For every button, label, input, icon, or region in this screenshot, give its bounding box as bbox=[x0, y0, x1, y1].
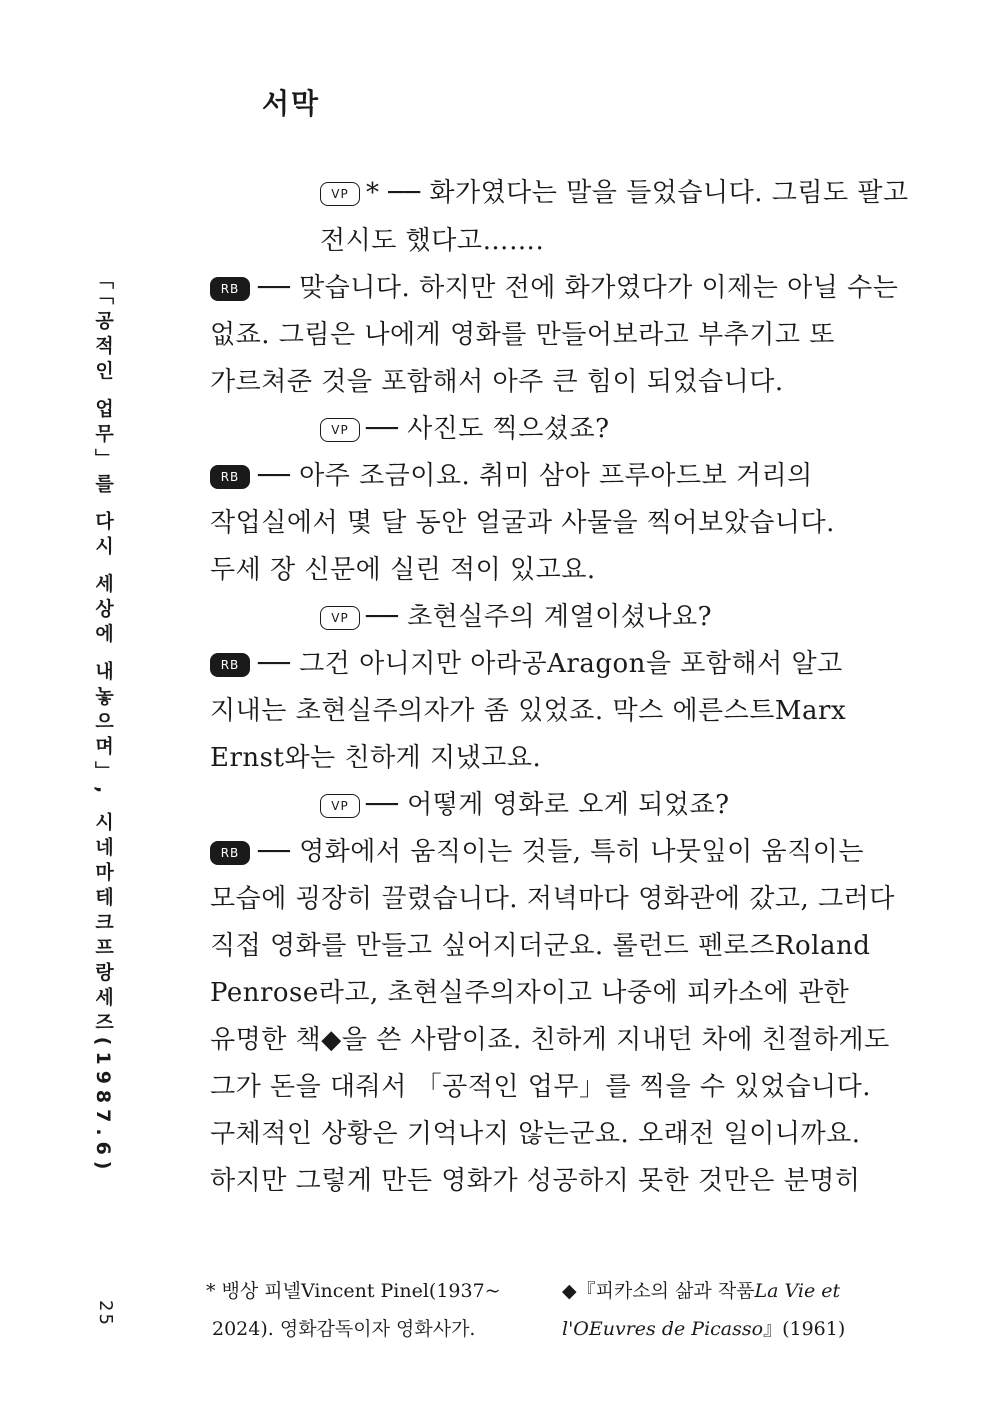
speaker-badge-rb: RB bbox=[210, 465, 250, 489]
footnote-text: ◆『피카소의 삶과 작품 bbox=[562, 1280, 755, 1302]
dialogue-line bbox=[210, 976, 849, 1010]
footnote-line: * 뱅상 피넬Vincent Pinel(1937~ bbox=[206, 1280, 501, 1302]
book-title-italic: La Vie et bbox=[754, 1280, 841, 1302]
dialogue-line bbox=[210, 835, 864, 869]
footnote-line bbox=[562, 1272, 845, 1310]
line-text: ── 영화에서 움직이는 것들, 특히 나뭇잎이 움직이는 bbox=[258, 837, 864, 867]
speaker-badge-vp: VP bbox=[320, 794, 360, 818]
line-text: ── 그건 아니지만 아라공Aragon을 포함해서 알고 bbox=[258, 649, 843, 679]
line-text: * ── 화가였다는 말을 들었습니다. 그림도 팔고 bbox=[366, 178, 909, 208]
line-text: Ernst와는 친하게 지냈고요. bbox=[210, 743, 542, 773]
line-text: 유명한 책◆을 쓴 사람이죠. 친하게 지내던 차에 친절하게도 bbox=[210, 1025, 890, 1055]
line-text: ── 어떻게 영화로 오게 되었죠? bbox=[366, 790, 730, 820]
line-text: ── 아주 조금이요. 취미 삼아 프루아드보 거리의 bbox=[258, 461, 813, 491]
speaker-badge-rb: RB bbox=[210, 653, 250, 677]
dialogue-line bbox=[320, 600, 712, 634]
dialogue-line bbox=[210, 553, 596, 587]
line-text: ── 초현실주의 계열이셨나요? bbox=[366, 602, 713, 632]
dialogue-line bbox=[210, 741, 541, 775]
dialogue-line bbox=[320, 412, 610, 446]
dialogue-line bbox=[210, 459, 813, 493]
line-text: 구체적인 상황은 기억나지 않는군요. 오래전 일이니까요. bbox=[210, 1119, 861, 1149]
dialogue-line bbox=[320, 176, 909, 210]
footnote-text: 』(1961) bbox=[763, 1318, 846, 1340]
dialogue-line bbox=[210, 1023, 890, 1057]
speaker-badge-vp: VP bbox=[320, 182, 360, 206]
section-title: 서막 bbox=[262, 87, 321, 120]
dialogue-line bbox=[210, 929, 870, 963]
speaker-badge-vp: VP bbox=[320, 606, 360, 630]
line-text: ── 사진도 찍으셨죠? bbox=[366, 414, 610, 444]
dialogue-line bbox=[210, 1117, 861, 1151]
speaker-badge-vp: VP bbox=[320, 418, 360, 442]
book-title-italic: l'OEuvres de Picasso bbox=[562, 1318, 764, 1340]
line-text: 직접 영화를 만들고 싶어지더군요. 롤런드 펜로즈Roland bbox=[210, 931, 871, 961]
line-text: 두세 장 신문에 실린 적이 있고요. bbox=[210, 555, 596, 585]
dialogue-line bbox=[210, 318, 835, 352]
line-text: 전시도 했다고……. bbox=[320, 226, 545, 256]
line-text: 작업실에서 몇 달 동안 얼굴과 사물을 찍어보았습니다. bbox=[210, 508, 835, 538]
dialogue-line bbox=[210, 694, 846, 728]
dialogue-line bbox=[210, 506, 835, 540]
footnote-line: 2024). 영화감독이자 영화사가. bbox=[212, 1318, 476, 1340]
footnote-line bbox=[562, 1310, 845, 1348]
line-text: 없죠. 그림은 나에게 영화를 만들어보라고 부추기고 또 bbox=[210, 320, 835, 350]
speaker-badge-rb: RB bbox=[210, 841, 250, 865]
dialogue-line bbox=[210, 647, 843, 681]
line-text: 하지만 그렇게 만든 영화가 성공하지 못한 것만은 분명히 bbox=[210, 1166, 861, 1196]
line-text: Penrose라고, 초현실주의자이고 나중에 피카소에 관한 bbox=[210, 978, 850, 1008]
dialogue-line bbox=[210, 1070, 871, 1104]
dialogue-line bbox=[210, 271, 898, 305]
line-text: 가르쳐준 것을 포함해서 아주 큰 힘이 되었습니다. bbox=[210, 367, 784, 397]
line-text: 모습에 굉장히 끌렸습니다. 저녁마다 영화관에 갔고, 그러다 bbox=[210, 884, 895, 914]
footnote-picasso-book bbox=[562, 1272, 845, 1348]
dialogue-line bbox=[320, 788, 730, 822]
dialogue-line bbox=[210, 365, 784, 399]
speaker-badge-rb: RB bbox=[210, 277, 250, 301]
page-number: 25 bbox=[95, 1300, 116, 1327]
dialogue-line bbox=[320, 224, 544, 258]
dialogue-line bbox=[210, 1164, 861, 1198]
dialogue-line bbox=[210, 882, 895, 916]
line-text: ── 맞습니다. 하지만 전에 화가였다가 이제는 아닐 수는 bbox=[258, 273, 899, 303]
running-title: 「「공적인 업무」를 다시 세상에 내놓으며」, 시네마테크프랑세즈(1987.6) bbox=[92, 270, 114, 1176]
footnote-vincent-pinel bbox=[206, 1272, 501, 1348]
line-text: 그가 돈을 대줘서 「공적인 업무」를 찍을 수 있었습니다. bbox=[210, 1072, 872, 1102]
line-text: 지내는 초현실주의자가 좀 있었죠. 막스 에른스트Marx bbox=[210, 696, 847, 726]
